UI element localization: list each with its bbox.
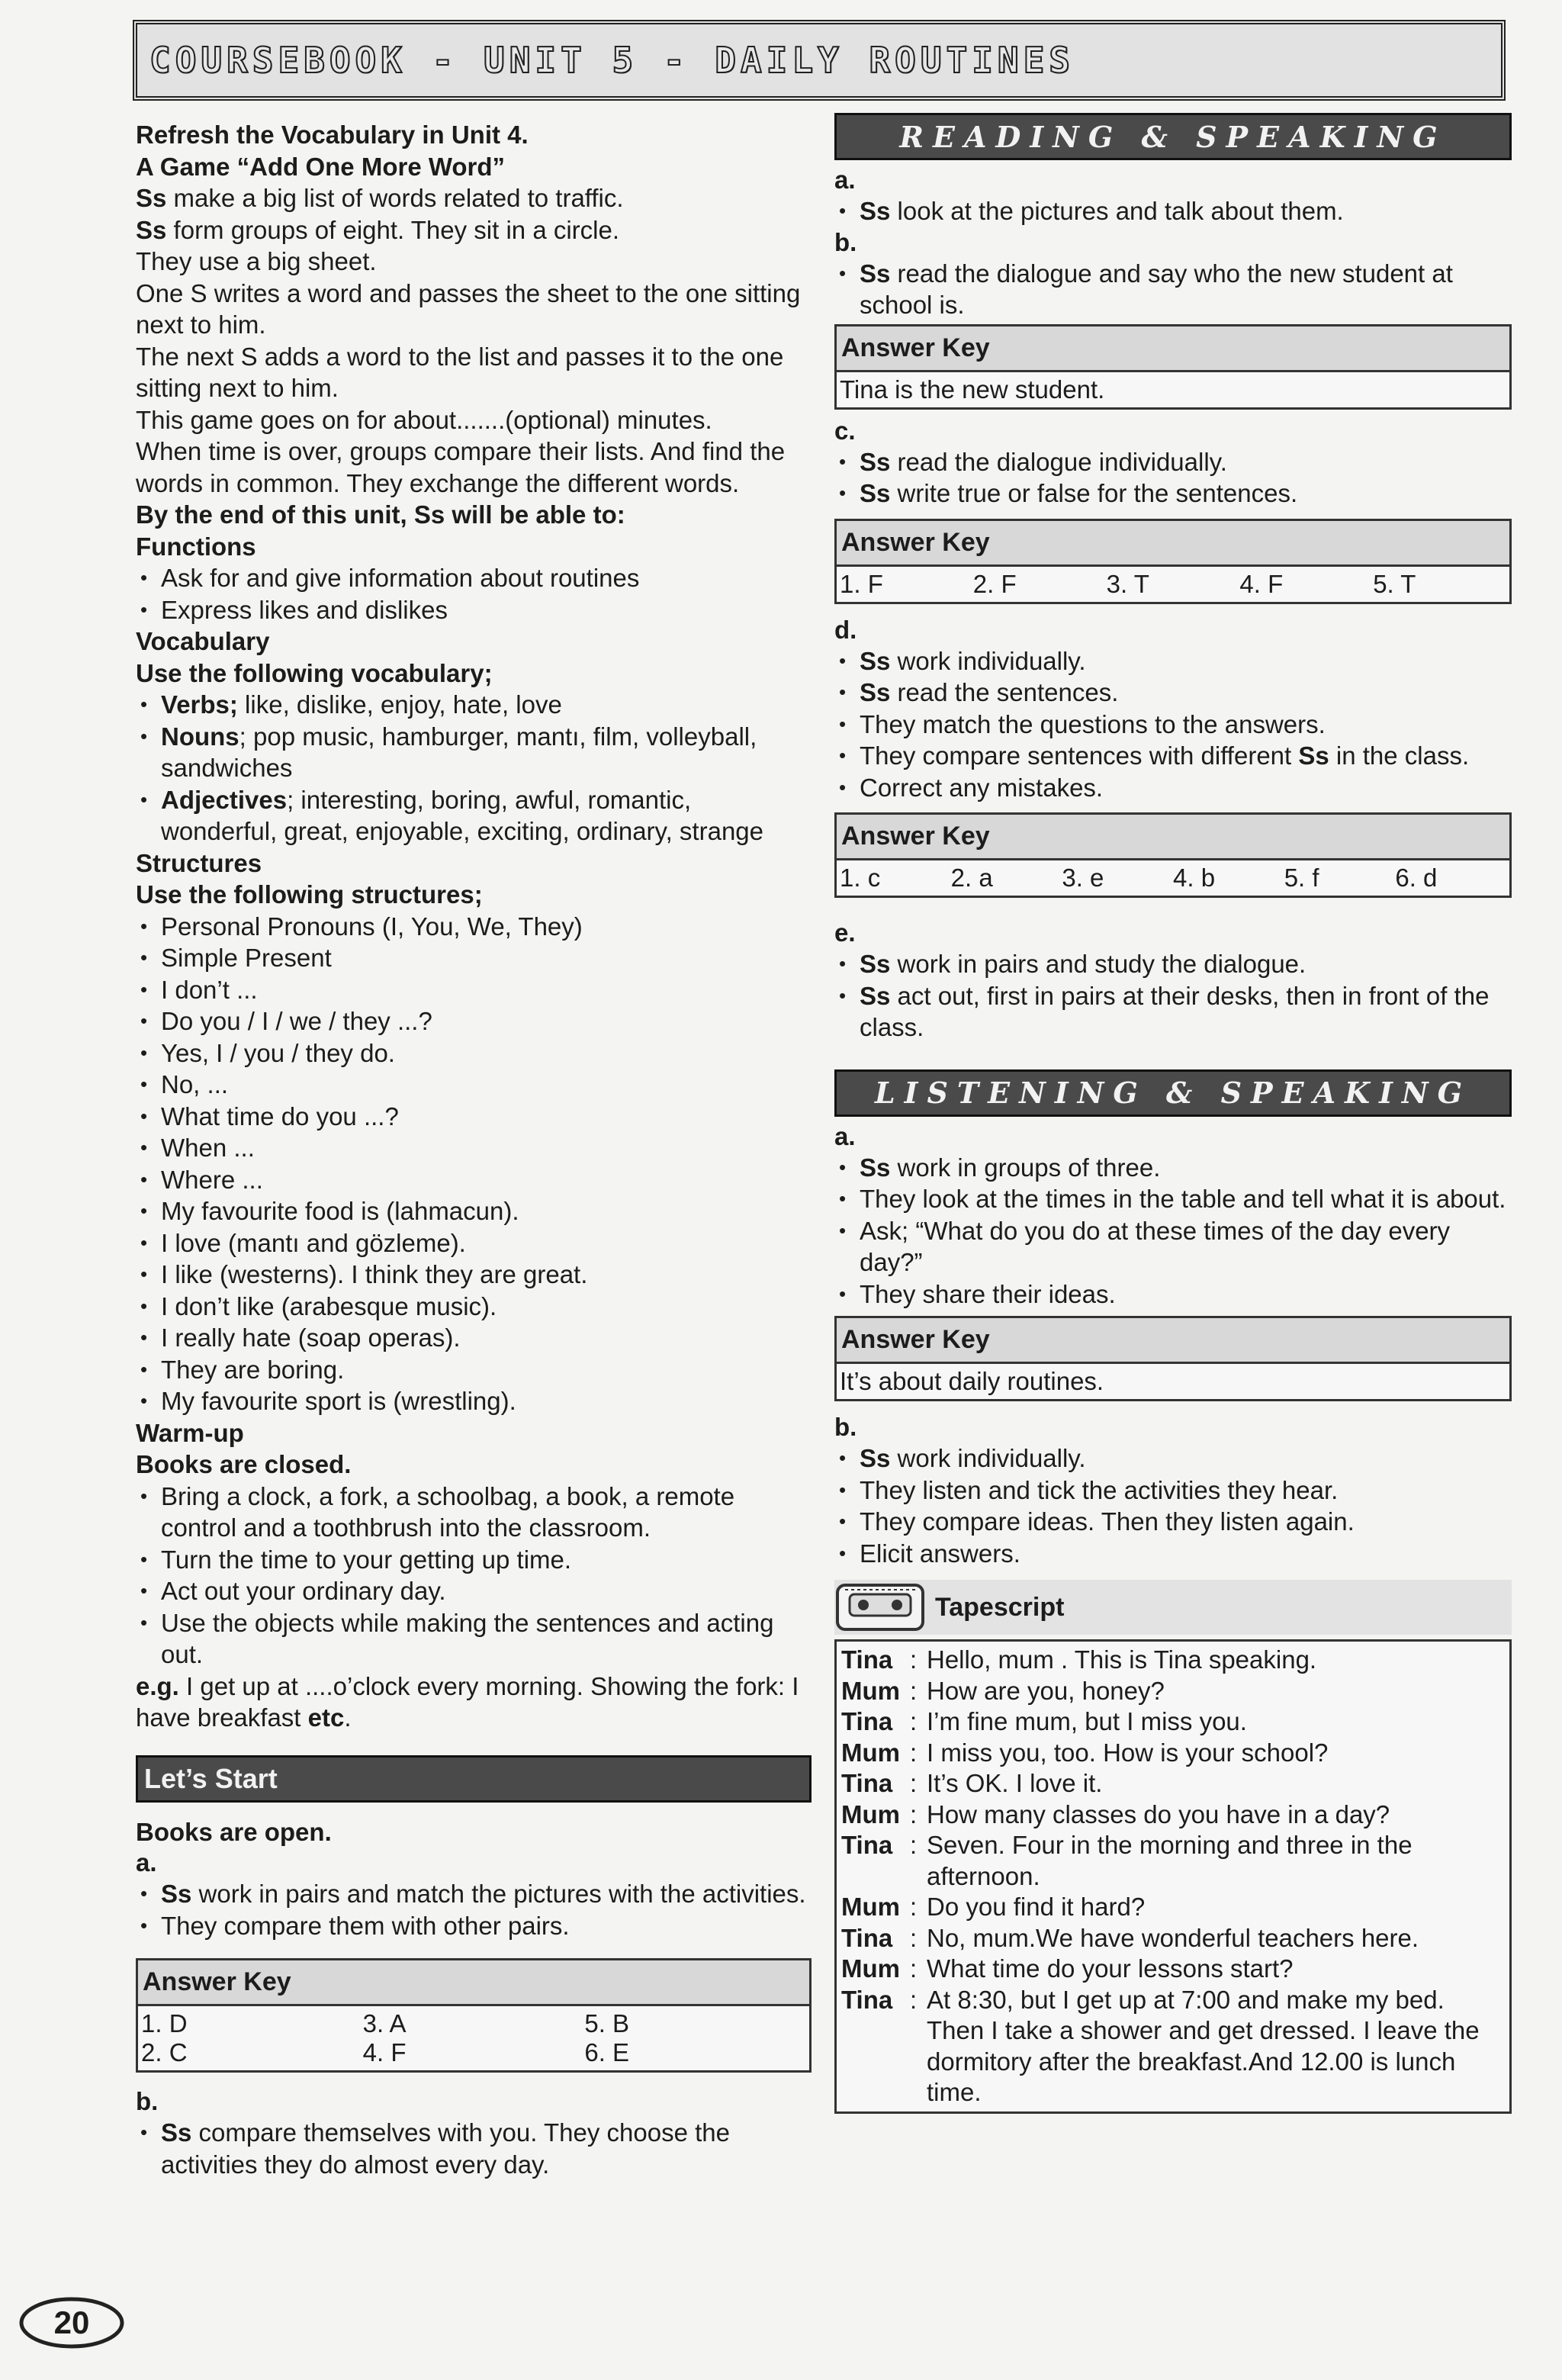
reading-speaking-banner: READING & SPEAKING	[834, 113, 1512, 160]
speaker-colon: :	[910, 1645, 918, 1674]
function-item: • Ask for and give information about routines	[136, 562, 812, 594]
right-c-list	[834, 446, 1512, 510]
answer-row	[141, 2009, 806, 2038]
structure-item: • Personal Pronouns (I, You, We, They)	[136, 911, 812, 943]
example-end: .	[344, 1703, 352, 1732]
answer-key-body: It’s about daily routines.	[837, 1364, 1509, 1399]
answer-cell: 6. E	[584, 2038, 630, 2066]
structure-item: • I really hate (soap operas).	[136, 1322, 812, 1354]
answer-cell: 2. a	[950, 864, 993, 892]
answer-cell: 4. F	[362, 2038, 407, 2066]
answer-cell: 5. T	[1373, 569, 1416, 598]
listening-b-label: b.	[834, 1413, 857, 1441]
answer-key-header: Answer Key	[837, 521, 1509, 567]
activity-item-text: act out, first in pairs at their desks, then in front of the class.	[860, 981, 1490, 1041]
intro-line	[136, 182, 812, 214]
activity-item	[834, 1442, 1512, 1475]
intro-line	[136, 214, 812, 246]
activity-item-text: They listen and tick the activities they hear.	[860, 1475, 1339, 1504]
example-sentence	[136, 1671, 812, 1734]
activity-item	[834, 1538, 1512, 1570]
example-text: I get up at ....o’clock every morning. Showing the fork: I have breakfast	[136, 1671, 799, 1732]
tapescript-line	[841, 1738, 1506, 1769]
ss-label: Ss	[136, 184, 167, 212]
warmup-title: Warm-up	[136, 1418, 244, 1447]
answer-key-header: Answer Key	[837, 815, 1509, 860]
speaker-colon: :	[910, 1707, 918, 1735]
left-a-list	[136, 1878, 812, 1941]
answer-cell: 3. A	[362, 2009, 407, 2037]
ss-label: Ss	[860, 447, 891, 476]
tapescript-title: Tapescript	[935, 1592, 1065, 1622]
answer-cell: 5. f	[1284, 864, 1319, 892]
warmup-item: • Use the objects while making the sentences and acting out.	[136, 1607, 812, 1671]
speaker-colon: :	[910, 1738, 918, 1767]
activity-item	[834, 645, 1512, 677]
speaker-colon: :	[910, 1799, 918, 1828]
answer-key-header: Answer Key	[837, 1318, 1509, 1364]
right-d-list	[834, 645, 1512, 804]
activity-item-text: write true or false for the sentences.	[890, 479, 1298, 507]
warmup-item: • Bring a clock, a fork, a schoolbag, a book, a remote control and a toothbrush into the classroom.	[136, 1481, 812, 1544]
answer-cell: 3. T	[1106, 569, 1149, 598]
answer-key-d	[834, 812, 1512, 898]
tapescript-line	[841, 1923, 1506, 1954]
example-etc: etc	[307, 1703, 345, 1732]
answer-cell: 1. F	[840, 569, 883, 598]
tapescript-line	[841, 1706, 1506, 1738]
activity-item	[834, 980, 1512, 1044]
speaker-colon: :	[910, 1923, 918, 1952]
objectives-title: By the end of this unit, Ss will be able to:	[136, 500, 625, 529]
tapescript-line	[841, 1645, 1506, 1676]
activity-item	[834, 478, 1512, 510]
ss-label: Ss	[136, 215, 167, 244]
intro-line: When time is over, groups compare their lists. And find the words in common. They exchange the different words.	[136, 437, 786, 497]
speech-text: Hello, mum . This is Tina speaking.	[927, 1645, 1317, 1674]
tapescript-line	[841, 1768, 1506, 1799]
vocabulary-title: Vocabulary	[136, 627, 270, 655]
term-label: Adjectives	[161, 785, 288, 814]
warmup-subtitle: Books are closed.	[136, 1450, 352, 1478]
speaker-colon: :	[910, 1893, 918, 1921]
ss-label: Ss	[161, 2118, 192, 2147]
activity-item-text: work in pairs and match the pictures with the activities.	[191, 1880, 806, 1908]
tapescript-line	[841, 1892, 1506, 1923]
activity-item-text: look at the pictures and talk about them.	[890, 197, 1344, 225]
speech-text: It’s OK. I love it.	[927, 1769, 1103, 1797]
structure-item: • My favourite sport is (wrestling).	[136, 1385, 812, 1417]
term-label: Nouns	[161, 722, 239, 751]
books-open: Books are open.	[136, 1817, 332, 1846]
answer-key-body: Tina is the new student.	[837, 372, 1509, 407]
answer-key-pictures	[136, 1958, 812, 2073]
left-b-label: b.	[136, 2087, 159, 2115]
answer-key-c	[834, 519, 1512, 604]
ss-label: Ss	[860, 950, 891, 978]
activity-item-text: They compare them with other pairs.	[161, 1911, 570, 1940]
listening-a-list	[834, 1152, 1512, 1311]
activity-item	[834, 948, 1512, 980]
activity-item-text: in the class.	[1329, 741, 1470, 770]
structure-item: • My favourite food is (lahmacun).	[136, 1195, 812, 1227]
ss-label: Ss	[860, 646, 891, 675]
activity-item	[834, 740, 1512, 772]
ss-label: Ss	[161, 1880, 192, 1908]
answer-cell: 2. F	[972, 569, 1017, 598]
activity-item	[834, 1183, 1512, 1215]
speech-text: At 8:30, but I get up at 7:00 and make my bed. Then I take a shower and get dressed. I leave the dormitory after the breakfast.And 12.00 is lunch time.	[927, 1985, 1480, 2106]
activity-item	[834, 1215, 1512, 1278]
activity-item-text: Ask; “What do you do at these times of the day every day?”	[860, 1216, 1451, 1276]
structure-item: • Yes, I / you / they do.	[136, 1037, 812, 1069]
tapescript-line	[841, 1676, 1506, 1707]
activity-item-text: work individually.	[890, 646, 1086, 675]
speaker-name: Tina	[841, 1645, 893, 1674]
activity-item	[834, 446, 1512, 478]
speaker-name: Mum	[841, 1893, 900, 1921]
tapescript-box	[834, 1639, 1512, 2114]
right-a-label: a.	[834, 166, 856, 194]
structure-item: • I love (mantı and gözleme).	[136, 1227, 812, 1259]
activity-item	[834, 772, 1512, 804]
right-d-label: d.	[834, 615, 857, 644]
activity-item-text: They compare ideas. Then they listen again.	[860, 1507, 1355, 1536]
page-header	[133, 20, 1506, 101]
vocabulary-list	[136, 689, 812, 847]
warmup-item: • Turn the time to your getting up time.	[136, 1544, 812, 1576]
ss-label: Ss	[860, 678, 891, 706]
intro-line: They use a big sheet.	[136, 247, 377, 275]
tapescript-line	[841, 1799, 1506, 1831]
left-b-list	[136, 2117, 812, 2180]
speaker-name: Tina	[841, 1831, 893, 1859]
activity-item	[834, 1152, 1512, 1184]
activity-item	[136, 1878, 812, 1910]
lets-start-title: Let’s Start	[144, 1762, 278, 1794]
activity-item	[136, 1910, 812, 1942]
answer-cell: 3. e	[1062, 864, 1104, 892]
ss-label: Ss	[860, 197, 891, 225]
activity-item	[834, 709, 1512, 741]
structures-list	[136, 911, 812, 1417]
left-a-label: a.	[136, 1848, 157, 1877]
tapescript-line	[841, 1954, 1506, 1985]
vocabulary-item	[136, 689, 812, 721]
ss-label: Ss	[860, 1153, 891, 1182]
speaker-colon: :	[910, 1769, 918, 1797]
answer-cell: 4. b	[1173, 864, 1216, 892]
function-item: • Express likes and dislikes	[136, 594, 812, 626]
structure-item: • When ...	[136, 1132, 812, 1164]
answer-cell: 1. c	[840, 864, 881, 892]
activity-item-text: Correct any mistakes.	[860, 773, 1104, 802]
term-label: Verbs;	[161, 690, 238, 719]
speech-text: Do you find it hard?	[927, 1893, 1146, 1921]
tapescript-line	[841, 1985, 1506, 2108]
activity-item	[834, 1506, 1512, 1538]
intro-line: Refresh the Vocabulary in Unit 4.	[136, 121, 529, 149]
right-b-label: b.	[834, 227, 857, 256]
answer-key-body	[837, 860, 1509, 896]
activity-item-text: They share their ideas.	[860, 1279, 1116, 1308]
answer-cell: 5. B	[584, 2009, 630, 2037]
ss-label: Ss	[860, 479, 891, 507]
intro-line: A Game “Add One More Word”	[136, 152, 506, 181]
answer-key-body	[138, 2006, 809, 2070]
activity-item	[834, 1278, 1512, 1311]
speech-text: What time do your lessons start?	[927, 1954, 1294, 1983]
activity-item-text: read the dialogue individually.	[890, 447, 1227, 476]
activity-item-text: read the dialogue and say who the new student at school is.	[860, 259, 1453, 319]
answer-cell: 1. D	[141, 2009, 188, 2037]
lets-start-banner	[136, 1755, 812, 1803]
structure-item: • I like (westerns). I think they are great.	[136, 1259, 812, 1291]
activity-item-text: work individually.	[890, 1444, 1086, 1472]
structure-item: • What time do you ...?	[136, 1101, 812, 1133]
answer-key-header: Answer Key	[837, 326, 1509, 372]
page-number: 20	[53, 2304, 90, 2340]
listening-a-label: a.	[834, 1121, 856, 1150]
speech-text: How are you, honey?	[927, 1676, 1165, 1705]
right-b-list	[834, 258, 1512, 321]
intro-line: One S writes a word and passes the sheet to the one sitting next to him.	[136, 278, 801, 339]
activity-item-text: read the sentences.	[890, 678, 1119, 706]
speech-text: I’m fine mum, but I miss you.	[927, 1707, 1247, 1735]
vocabulary-item	[136, 784, 812, 847]
activity-item-text: They match the questions to the answers.	[860, 709, 1326, 738]
structures-title: Structures	[136, 848, 262, 877]
functions-title: Functions	[136, 532, 256, 561]
intro-line: This game goes on for about.......(optional) minutes.	[136, 405, 712, 434]
structure-item: • They are boring.	[136, 1354, 812, 1386]
activity-item	[834, 1475, 1512, 1507]
speaker-name: Tina	[841, 1923, 893, 1952]
speaker-name: Tina	[841, 1985, 893, 2014]
structure-item: • Where ...	[136, 1164, 812, 1196]
speaker-colon: :	[910, 1831, 918, 1859]
vocabulary-item-text: ; pop music, hamburger, mantı, film, volleyball, sandwiches	[161, 722, 757, 782]
answer-cell: 6. d	[1395, 864, 1438, 892]
structure-item: • I don’t ...	[136, 974, 812, 1006]
activity-item-text: They compare sentences with different	[860, 741, 1299, 770]
right-e-label: e.	[834, 918, 856, 947]
warmup-list	[136, 1481, 812, 1671]
ss-label: Ss	[860, 1444, 891, 1472]
vocabulary-item	[136, 721, 812, 784]
structures-subtitle: Use the following structures;	[136, 880, 483, 909]
speech-text: How many classes do you have in a day?	[927, 1799, 1390, 1828]
left-column	[136, 119, 812, 2180]
intro-line-text: form groups of eight. They sit in a circle.	[166, 215, 620, 244]
header-title: COURSEBOOK - UNIT 5 - DAILY ROUTINES	[149, 40, 1075, 81]
answer-key-listening-a	[834, 1316, 1512, 1401]
right-c-label: c.	[834, 416, 856, 445]
right-column	[834, 113, 1512, 2114]
ss-label: Ss	[860, 981, 891, 1010]
cassette-tape-icon	[834, 1581, 926, 1634]
speech-text: I miss you, too. How is your school?	[927, 1738, 1329, 1767]
tapescript-header	[834, 1580, 1512, 1635]
answer-key-body	[837, 567, 1509, 602]
answer-row	[141, 2038, 806, 2067]
speaker-colon: :	[910, 1985, 918, 2014]
activity-item-text: compare themselves with you. They choose the activities they do almost every day.	[161, 2118, 730, 2179]
activity-item	[834, 195, 1512, 227]
warmup-item: • Act out your ordinary day.	[136, 1575, 812, 1607]
listening-speaking-banner: LISTENING & SPEAKING	[834, 1069, 1512, 1117]
speaker-colon: :	[910, 1676, 918, 1705]
page-number-badge	[18, 2296, 125, 2349]
structure-item: • Do you / I / we / they ...?	[136, 1005, 812, 1037]
answer-cell: 4. F	[1239, 569, 1284, 598]
speech-text: No, mum.We have wonderful teachers here.	[927, 1923, 1419, 1952]
answer-key-header: Answer Key	[138, 1960, 809, 2006]
activity-item-text: Elicit answers.	[860, 1539, 1020, 1568]
structure-item: • Simple Present	[136, 942, 812, 974]
ss-label: Ss	[860, 259, 891, 288]
ss-label: Ss	[1298, 741, 1329, 770]
speech-text: Seven. Four in the morning and three in the afternoon.	[927, 1831, 1413, 1890]
intro-line: The next S adds a word to the list and passes it to the one sitting next to him.	[136, 342, 784, 402]
vocabulary-item-text: like, dislike, enjoy, hate, love	[237, 690, 562, 719]
intro-block	[136, 119, 812, 499]
functions-list	[136, 562, 812, 626]
speaker-colon: :	[910, 1954, 918, 1983]
right-a-list	[834, 195, 1512, 227]
structure-item: • No, ...	[136, 1069, 812, 1101]
activity-item-text: work in pairs and study the dialogue.	[890, 950, 1306, 978]
activity-item-text: work in groups of three.	[890, 1153, 1161, 1182]
activity-item	[136, 2117, 812, 2180]
speaker-name: Mum	[841, 1738, 900, 1767]
listening-b-list	[834, 1442, 1512, 1569]
activity-item-text: They look at the times in the table and tell what it is about.	[860, 1185, 1506, 1213]
speaker-name: Mum	[841, 1676, 900, 1705]
vocabulary-item-text: ; interesting, boring, awful, romantic, wonderful, great, enjoyable, exciting, ordinary, strange	[161, 785, 764, 845]
answer-key-b	[834, 324, 1512, 410]
right-e-list	[834, 948, 1512, 1044]
speaker-name: Mum	[841, 1954, 900, 1983]
intro-line-text: make a big list of words related to traffic.	[166, 184, 624, 212]
example-label: e.g.	[136, 1671, 179, 1700]
speaker-name: Tina	[841, 1707, 893, 1735]
tapescript-line	[841, 1830, 1506, 1892]
speaker-name: Tina	[841, 1769, 893, 1797]
speaker-name: Mum	[841, 1799, 900, 1828]
structure-item: • I don’t like (arabesque music).	[136, 1291, 812, 1323]
activity-item	[834, 677, 1512, 709]
answer-cell: 2. C	[141, 2038, 188, 2066]
vocabulary-subtitle: Use the following vocabulary;	[136, 658, 493, 687]
activity-item	[834, 258, 1512, 321]
